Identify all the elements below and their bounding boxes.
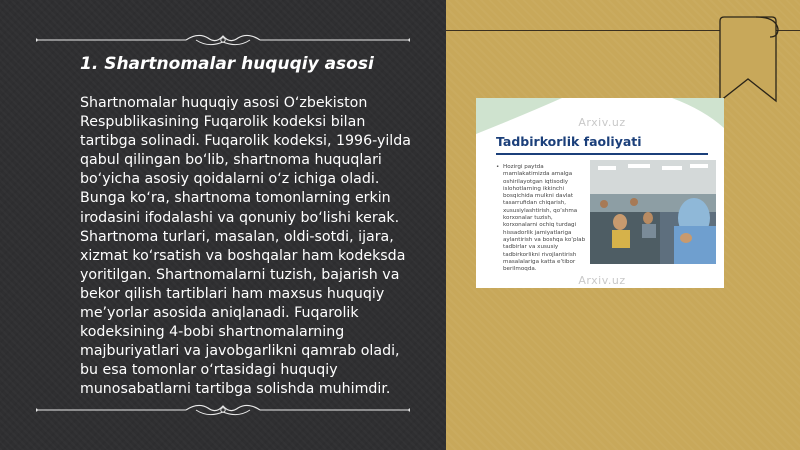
ribbon-bookmark-icon xyxy=(716,15,780,105)
slide-title: Tadbirkorlik faoliyati xyxy=(496,134,642,149)
slide-bullet-content: Hozirgi paytda mamlakatimizda amalga oshirilayotgan iqtisodiy islohotlarning ikkinchi bosqichida mulkni davlat tasarrufidan chiqarish, xususiylashtirish, qo‘shma korxonalar tuzish, korxonalarni ochiq turdagi hissadorlik jamiyatlariga aylantirish va boshqa ko‘plab tadbirlar va xususiy tadbirkorlikni rivojlantirish masalalariga katta e’tibor berilmoqda. xyxy=(503,164,586,273)
ornamental-divider-bottom-icon xyxy=(36,400,410,420)
slide-watermark-top: Arxiv.uz xyxy=(578,116,626,129)
ornamental-divider-top-icon xyxy=(36,30,410,50)
page-title: 1. Shartnomalar huquqiy asosi xyxy=(80,54,374,74)
embedded-slide-image xyxy=(476,98,724,288)
slide-bullet-text xyxy=(496,164,588,273)
factory-photo-image xyxy=(590,160,716,264)
slide-watermark-bottom: Arxiv.uz xyxy=(578,274,626,287)
slide-title-rule xyxy=(496,153,708,155)
slide-bullet: • xyxy=(496,164,500,170)
body-paragraph: Shartnomalar huquqiy asosi O‘zbekiston Respublikasining Fuqarolik kodeksi bilan tartibga solinadi. Fuqarolik kodeksi, 1996-yilda qabul qilingan bo‘lib, shartnoma huquqlari bo‘yicha asosiy qoidalarni o‘z ichiga oladi. Bunga ko‘ra, shartnoma tomonlarning erkin irodasini ifodalashi va qonuniy bo‘lishi kerak. Shartnoma turlari, masalan, oldi-sotdi, ijara, xizmat ko‘rsatish va boshqalar ham kodeksda yoritilgan. Shartnomalarni tuzish, bajarish va bekor qilish tartiblari ham maxsus huquqiy me’yorlar asosida aniqlanadi. Fuqarolik kodeksining 4-bobi shartnomalarning majburiyatlari va javobgarlikni qamrab oladi, bu esa tomonlar o‘rtasidagi huquqiy munosabatlarni tartibga solishda muhimdir. xyxy=(80,95,411,398)
